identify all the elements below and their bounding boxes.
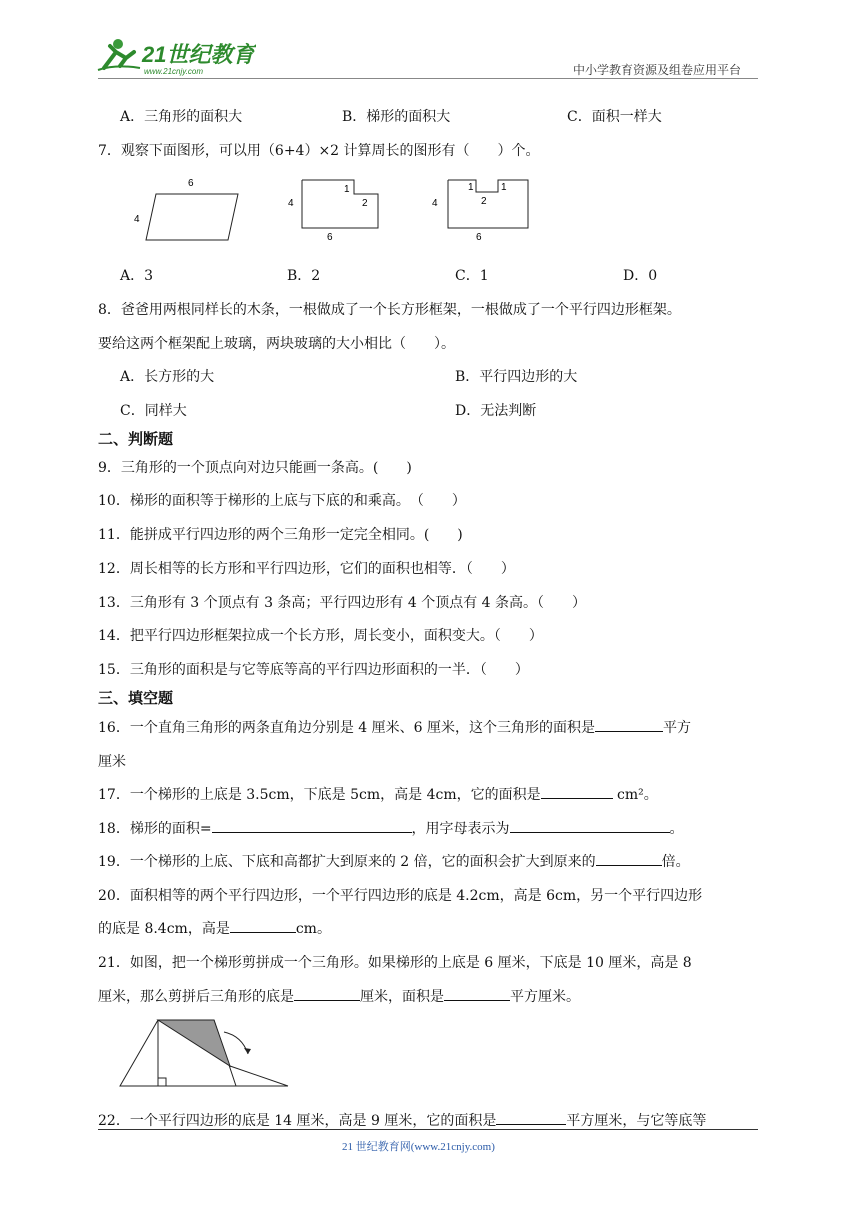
svg-text:6: 6 [476,232,482,243]
q22: 22．一个平行四边形的底是 14 厘米，高是 9 厘米，它的面积是 平方厘米，与它等底等 [98,1110,706,1130]
judge-item: 14．把平行四边形框架拉成一个长方形，周长变小，面积变大。（ ） [98,628,543,644]
q21-blank-area[interactable] [444,986,510,1001]
svg-text:1: 1 [344,184,350,195]
q20-line1: 20．面积相等的两个平行四边形，一个平行四边形的底是 4.2cm，高是 6cm，另一个平行四边形 [98,888,703,904]
q20-blank[interactable] [230,918,296,933]
q7-option-c: C．1 [455,268,489,284]
site-logo [96,34,256,76]
header-platform-text: 中小学教育资源及组卷应用平台 [573,63,742,77]
q8-option-d: D．无法判断 [455,403,537,419]
q7-stem: 7．观察下面图形，可以用（6+4）×2 计算周长的图形有（ ）个。 [98,143,540,159]
q21-blank-base[interactable] [294,986,360,1001]
footer-divider [98,1129,758,1130]
svg-text:2: 2 [362,198,368,209]
logo-url: www.21cnjy.com [144,67,203,76]
svg-text:6: 6 [188,178,194,189]
q8-line1: 8．爸爸用两根同样长的木条，一根做成了一个长方形框架，一根做成了一个平行四边形框架。 [98,302,681,318]
section-fill-title: 三、填空题 [98,689,174,707]
judge-item: 10．梯形的面积等于梯形的上底与下底的和乘高。 （ ） [98,493,466,509]
q8-option-c: C．同样大 [120,403,187,419]
svg-text:2: 2 [481,196,487,207]
q18-blank-letters[interactable] [510,818,670,833]
q21-line2: 厘米，那么剪拼后三角形的底是 厘米，面积是 平方厘米。 [98,986,580,1006]
judge-item: 13．三角形有 3 个顶点有 3 条高；平行四边形有 4 个顶点有 4 条高。（ ） [98,595,587,611]
logo-text: 21世纪教育 [142,42,255,67]
q16-line1: 16．一个直角三角形的两条直角边分别是 4 厘米、6 厘米，这个三角形的面积是 平方 [98,717,691,737]
q16-line2: 厘米 [98,754,126,770]
q6-option-b: B．梯形的面积大 [342,109,451,125]
q6-option-a: A．三角形的面积大 [120,109,243,125]
q19-blank[interactable] [596,851,662,866]
q6-option-c: C．面积一样大 [567,109,662,125]
q21-trapezoid-figure [118,1016,293,1092]
svg-text:1: 1 [501,182,507,193]
q17-blank[interactable] [541,784,613,799]
svg-text:4: 4 [432,198,438,209]
header-divider [98,78,758,79]
q7-figure-notched-rect [280,172,390,244]
q20-line2: 的底是 8.4cm，高是 cm。 [98,918,331,938]
q19: 19．一个梯形的上底、下底和高都扩大到原来的 2 倍，它的面积会扩大到原来的 倍。 [98,851,690,871]
q16-blank[interactable] [595,717,663,732]
svg-text:4: 4 [288,198,294,209]
q18: 18．梯形的面积= ，用字母表示为 。 [98,818,684,838]
q8-line2: 要给这两个框架配上玻璃，两块玻璃的大小相比（ ）。 [98,336,455,352]
q8-option-b: B．平行四边形的大 [455,369,578,385]
svg-text:4: 4 [134,214,140,225]
q21-line1: 21．如图，把一个梯形剪拼成一个三角形。如果梯形的上底是 6 厘米，下底是 10 厘米，高是 8 [98,955,692,971]
q17: 17．一个梯形的上底是 3.5cm，下底是 5cm，高是 4cm，它的面积是 cm²。 [98,784,658,804]
q22-blank[interactable] [496,1110,566,1125]
q7-option-a: A．3 [120,268,154,284]
q7-figure-parallelogram [128,172,248,244]
section-judge-title: 二、判断题 [98,430,174,448]
judge-item: 12．周长相等的长方形和平行四边形，它们的面积也相等．（ ） [98,561,515,577]
svg-text:6: 6 [327,232,333,243]
svg-text:1: 1 [468,182,474,193]
q18-blank-formula[interactable] [212,818,412,833]
judge-item: 15．三角形的面积是与它等底等高的平行四边形面积的一半．（ ） [98,662,529,678]
q8-option-a: A．长方形的大 [120,369,215,385]
q7-figure-notched-top [428,172,538,244]
judge-item: 9．三角形的一个顶点向对边只能画一条高。( ) [98,460,412,476]
footer-text[interactable]: 21 世纪教育网(www.21cnjy.com) [342,1141,495,1153]
q7-option-b: B．2 [287,268,321,284]
judge-item: 11．能拼成平行四边形的两个三角形一定完全相同。( ) [98,527,463,543]
q7-option-d: D．0 [623,268,658,284]
